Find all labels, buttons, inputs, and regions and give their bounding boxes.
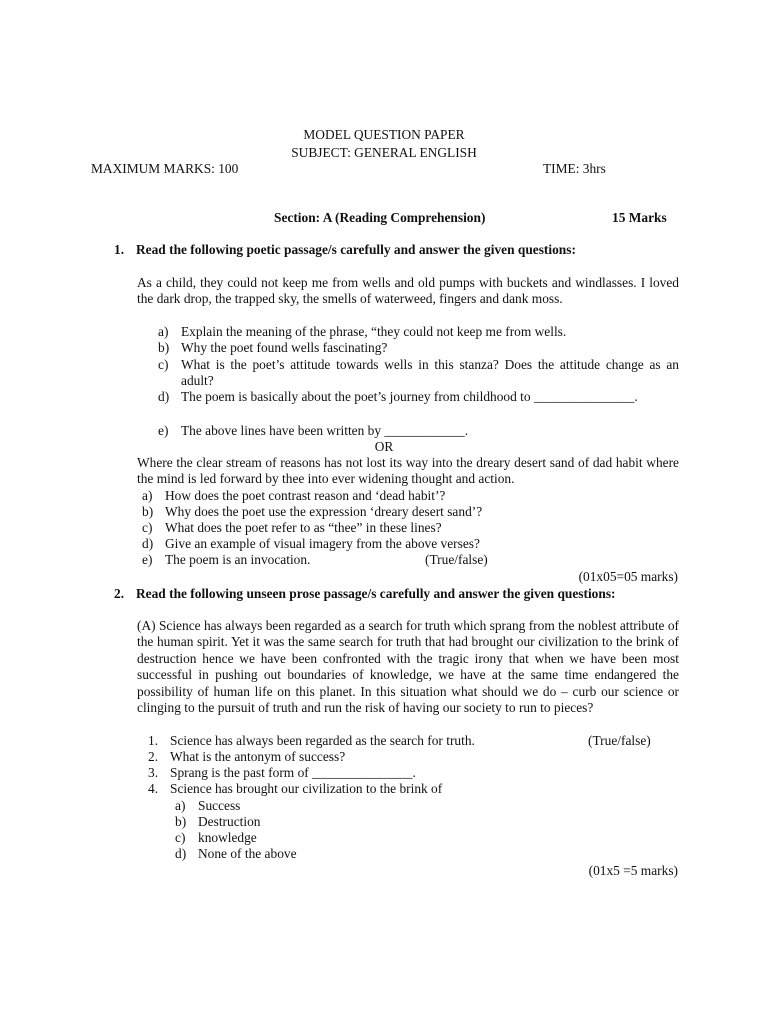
item-text: Science has brought our civilization to the brink of [170,781,443,796]
true-false-label: (True/false) [425,552,488,567]
item-marker: 4. [148,781,159,796]
option-item [175,846,475,863]
question-2-heading: Read the following unseen prose passage/s carefully and answer the given questions: [136,586,616,601]
item-text: Sprang is the past form of _______________. [170,765,416,780]
item-text: What is the poet’s attitude towards wells in this stanza? Does the attitude change as an adult? [181,357,679,389]
list-item [148,765,679,782]
option-marker: d) [175,846,187,861]
item-marker: c) [158,357,169,372]
list-item [142,552,679,569]
item-text: Explain the meaning of the phrase, “they could not keep me from wells. [181,324,567,339]
item-marker: 1. [148,733,159,748]
question-2-number: 2. [114,586,125,601]
item-text: Give an example of visual imagery from the above verses? [165,536,480,551]
or-divider: OR [374,439,394,454]
list-item [158,389,679,423]
question-2-passage: (A) Science has always been regarded as a search for truth which sprang from the noblest attribute of the human spirit. Yet it was the same search for truth that had brought our civilization to the brink of destruction hence we have been confronted with the tragic irony that when we have been most successful in pushing out boundaries of knowledge, we have at the same time endangered the possibility of human life on this planet. In this situation what should we do – curb our science or clinging to the pursuit of truth and run the risk of having our society to run to pieces? [137,618,679,716]
item-marker: 3. [148,765,159,780]
option-text: Success [198,798,241,813]
question-1-passage: As a child, they could not keep me from wells and old pumps with buckets and windlasses. I loved the dark drop, the trapped sky, the smells of waterweed, fingers and dank moss. [137,275,679,307]
item-marker: a) [158,324,169,339]
item-marker: d) [142,536,154,551]
item-marker: e) [142,552,153,567]
item-text: What does the poet refer to as “thee” in these lines? [165,520,442,535]
item-text: Why does the poet use the expression ‘dreary desert sand’? [165,504,483,519]
option-marker: a) [175,798,186,813]
maximum-marks: MAXIMUM MARKS: 100 [91,161,239,176]
paper-subject: SUBJECT: GENERAL ENGLISH [291,145,477,160]
list-item [142,504,679,521]
item-text: How does the poet contrast reason and ‘dead habit’? [165,488,446,503]
item-marker: c) [142,520,153,535]
list-item [148,733,679,750]
section-a-title: Section: A (Reading Comprehension) [274,210,486,225]
option-marker: c) [175,830,186,845]
option-text: knowledge [198,830,257,845]
list-item [158,423,679,440]
item-text: The poem is basically about the poet’s journey from childhood to _______________. [181,389,638,404]
list-item [142,488,679,505]
list-item [148,781,679,798]
list-item [142,520,679,537]
true-false-label: (True/false) [588,733,651,748]
list-item [158,324,679,341]
item-text: The above lines have been written by ____________. [181,423,469,438]
item-text: What is the antonym of success? [170,749,346,764]
list-item [158,357,679,391]
question-1-marks: (01x05=05 marks) [578,569,678,584]
item-marker: e) [158,423,169,438]
question-2-marks: (01x5 =5 marks) [588,863,678,878]
item-marker: 2. [148,749,159,764]
option-item [175,798,475,815]
item-text: The poem is an invocation. [165,552,311,567]
item-marker: d) [158,389,170,404]
option-item [175,814,475,831]
section-a-marks: 15 Marks [612,210,667,225]
list-item [142,536,679,553]
item-marker: b) [142,504,154,519]
exam-time: TIME: 3hrs [543,161,606,176]
option-text: None of the above [198,846,297,861]
item-marker: a) [142,488,153,503]
list-item [158,340,679,357]
option-text: Destruction [198,814,261,829]
question-1-passage-2: Where the clear stream of reasons has not lost its way into the dreary desert sand of dad habit where the mind is led forward by thee into ever widening thought and action. [137,455,679,487]
item-text: Science has always been regarded as the search for truth. [170,733,475,748]
option-item [175,830,475,847]
list-item [148,749,679,766]
item-marker: b) [158,340,170,355]
option-marker: b) [175,814,187,829]
question-1-heading: Read the following poetic passage/s carefully and answer the given questions: [136,242,576,257]
paper-title: MODEL QUESTION PAPER [303,127,465,142]
question-1-number: 1. [114,242,125,257]
item-text: Why the poet found wells fascinating? [181,340,388,355]
